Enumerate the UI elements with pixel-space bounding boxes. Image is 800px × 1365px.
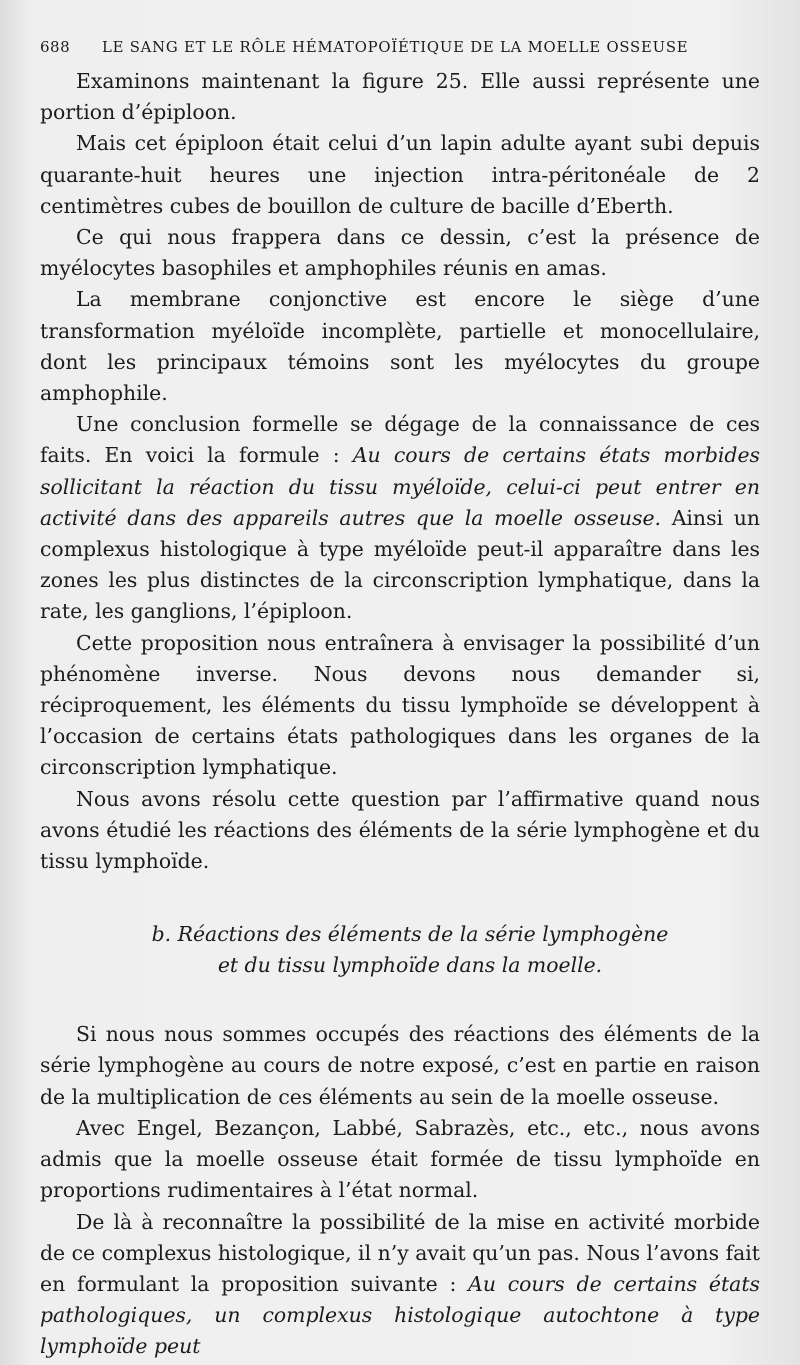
paragraph: Cette proposition nous entraînera à envisager la possibilité d’un phénomène inverse. Nous devons nous demander si, réciproquement, les éléments du tissu lymphoïde se développent à l’occasion de certains états pathologiques dans les organes de la circonscription lymphatique.: [40, 630, 760, 780]
paragraph: Avec Engel, Bezançon, Labbé, Sabrazès, etc., etc., nous avons admis que la moelle osseuse était formée de tissu lymphoïde en proportions rudimentaires à l’état normal.: [40, 1115, 760, 1203]
section-heading-line-1: b. Réactions des éléments de la série lymphogène: [151, 922, 669, 947]
paragraph: Nous avons résolu cette question par l’affirmative quand nous avons étudié les réactions des éléments de la série lymphogène et du tissu lymphoïde.: [40, 786, 760, 874]
body-text: [40, 66, 760, 1363]
page-number: 688: [40, 38, 71, 56]
paragraph: Si nous nous sommes occupés des réactions des éléments de la série lymphogène au cours de notre exposé, c’est en partie en raison de la multiplication de ces éléments au sein de la moelle osseuse.: [40, 1022, 760, 1109]
paragraph: Examinons maintenant la figure 25. Elle aussi représente une portion d’épiploon.: [40, 69, 760, 125]
proposition-intro: De là à reconnaître la possibilité de la mise en activité morbide de ce complexus histologique, il n’y avait qu’un pas. Nous l’avons fait en formulant la proposition suivante :: [40, 1209, 760, 1296]
running-header: [40, 38, 760, 56]
paragraph: Mais cet épiploon était celui d’un lapin adulte ayant subi depuis quarante-huit heures une injection intra-péritonéale de 2 centimètres cubes de bouillon de culture de bacille d’Eberth.: [40, 131, 760, 218]
section-heading: [40, 919, 760, 981]
section-heading-line-2: et du tissu lymphoïde dans la moelle.: [217, 953, 603, 978]
paragraph-formula: [40, 409, 760, 627]
paragraph: La membrane conjonctive est encore le siège d’une transformation myéloïde incomplète, partielle et monocellulaire, dont les principaux témoins sont les myélocytes du groupe amphophile.: [40, 287, 760, 406]
proposition-statement: Au cours de certains états pathologiques, un complexus histologique autochtone à type lymphoïde peut: [40, 1271, 760, 1359]
formula-intro: Une conclusion formelle se dégage de la connaissance de ces faits. En voici la formule :: [40, 412, 760, 468]
paragraph: Ce qui nous frappera dans ce dessin, c’est la présence de myélocytes basophiles et amphophiles réunis en amas.: [40, 225, 760, 281]
formula-statement: Au cours de certains états morbides sollicitant la réaction du tissu myéloïde, celui-ci peut entrer en activité dans des appareils autres que la moelle osseuse.: [40, 443, 760, 530]
paragraph-proposition: [40, 1207, 760, 1363]
formula-conclusion: Ainsi un complexus histologique à type myéloïde peut-il apparaître dans les zones les plus distinctes de la circonscription lymphatique, dans la rate, les ganglions, l’épiploon.: [40, 505, 760, 624]
running-title: LE SANG ET LE RÔLE HÉMATOPOÏÉTIQUE DE LA MOELLE OSSEUSE: [102, 39, 689, 56]
